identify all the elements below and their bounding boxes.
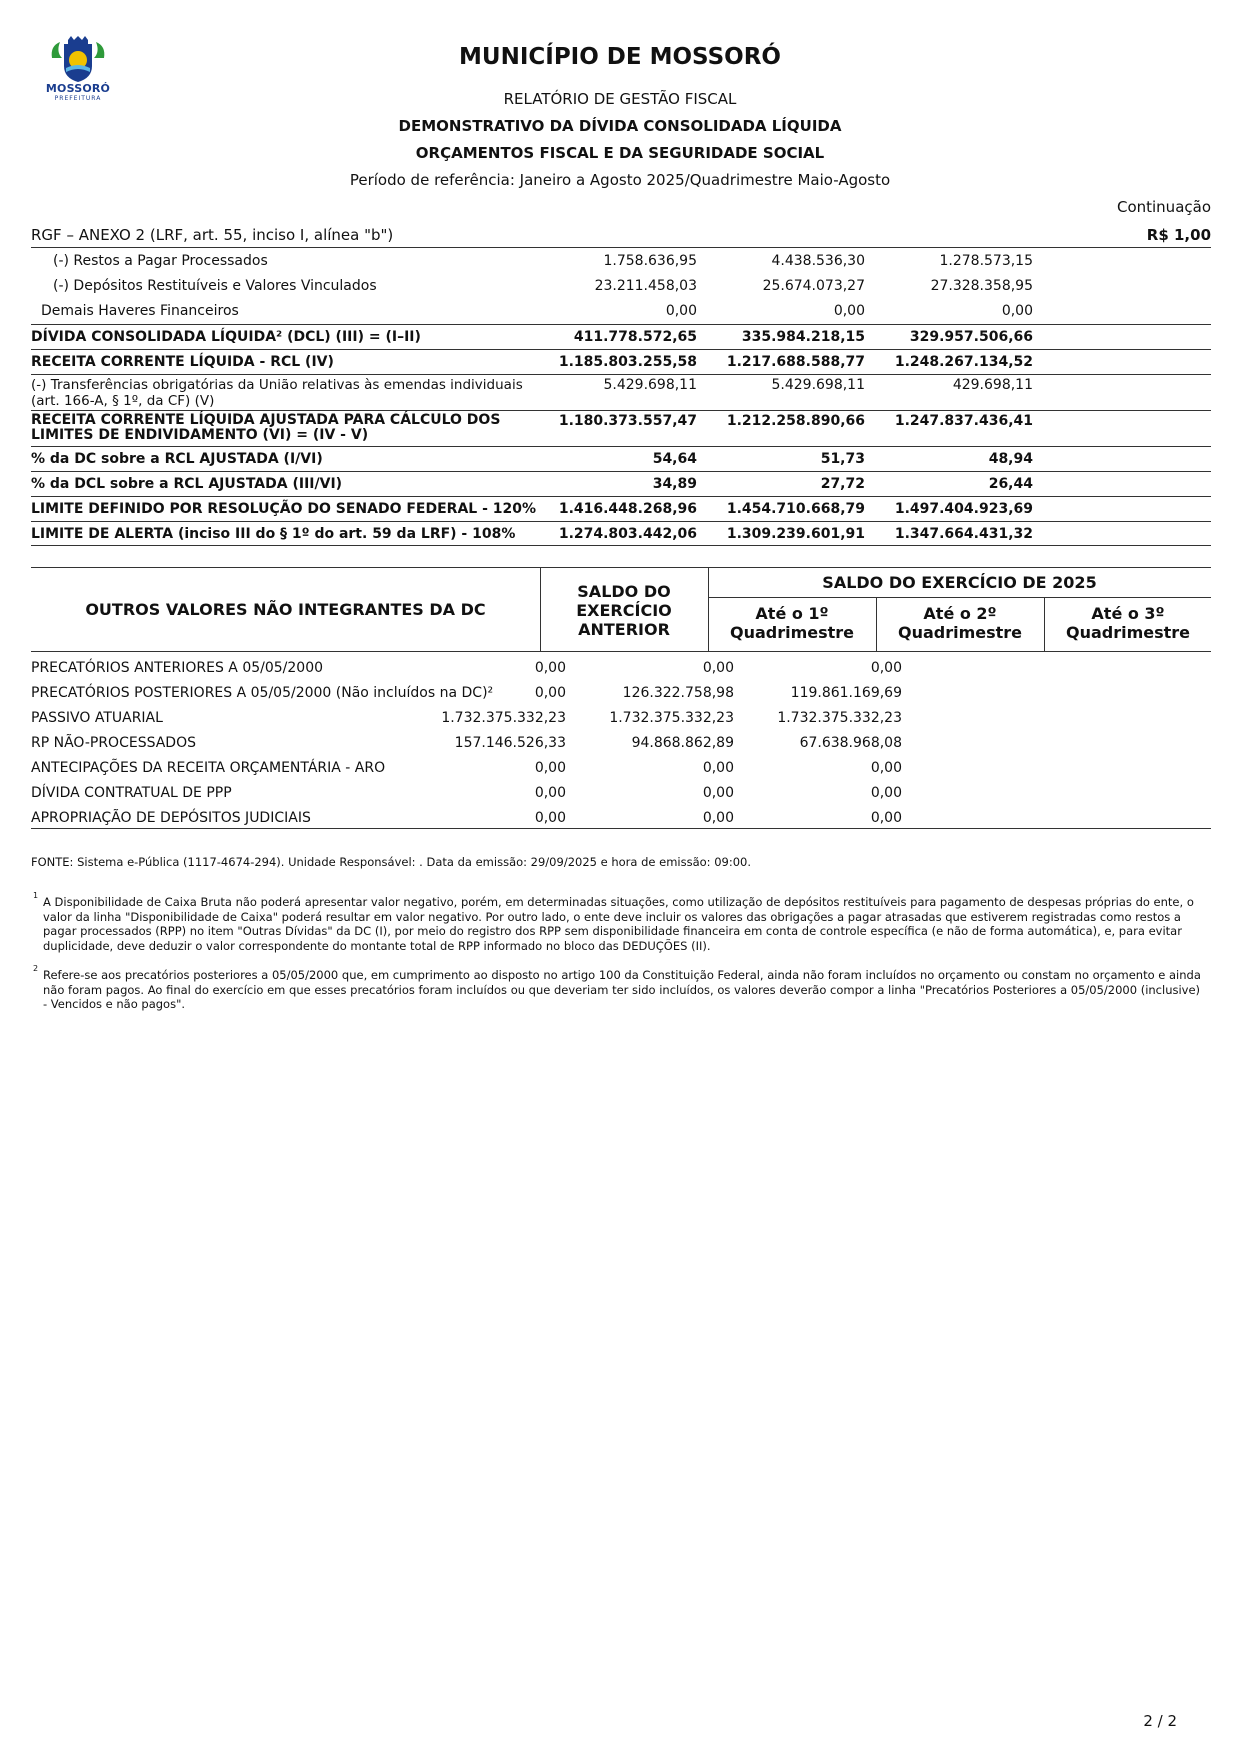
cell-value: 0,00	[534, 810, 566, 826]
cell-value: 1.732.375.332,23	[777, 710, 902, 726]
cell-value: 0,00	[702, 660, 734, 676]
cell-value: 0,00	[702, 785, 734, 801]
cell-value: 1.732.375.332,23	[441, 710, 566, 726]
cell-value: 429.698,11	[877, 374, 1045, 410]
table-row	[31, 760, 1211, 785]
cell-value: 0,00	[534, 760, 566, 776]
table2-bottom-divider	[31, 828, 1211, 829]
row-label: DÍVIDA CONTRATUAL DE PPP	[31, 785, 232, 801]
table-row	[31, 685, 1211, 710]
cell-value: 1.309.239.601,91	[709, 521, 877, 546]
table-row	[31, 785, 1211, 810]
cell-value: 1.247.837.436,41	[877, 410, 1045, 446]
cell-value: 34,89	[541, 471, 709, 496]
cell-value: 119.861.169,69	[790, 685, 902, 701]
cell-value: 1.212.258.890,66	[709, 410, 877, 446]
row-label: RP NÃO-PROCESSADOS	[31, 735, 196, 751]
cell-value: 1.758.636,95	[603, 253, 697, 269]
row-label: LIMITE DE ALERTA (inciso III do § 1º do art. 59 da LRF) - 108%	[31, 521, 541, 546]
cell-value: 1.497.404.923,69	[877, 496, 1045, 521]
cell-value: 411.778.572,65	[541, 324, 709, 349]
table2-header-q3: Até o 3º Quadrimestre	[1065, 604, 1191, 642]
footnote-text: A Disponibilidade de Caixa Bruta não poderá apresentar valor negativo, porém, em determinadas situações, como utilização de depósitos restituíveis para pagamento de despesas próprias do ente, o valor da linha "Disponibilidade de Caixa" poderá resultar em valor negativo. Por outro lado, o ente deve incluir os valores das obrigações a pagar atrasadas que estiverem registradas como restos a pagar processados (RPP) no item "Outras Dívidas" da DC (I), por meio do registro dos RPP sem disponibilidade financeira em conta de controle específica (e não de forma automática), e, para evitar duplicidade, deve deduzir o valor correspondente do montante total de RPP informado no bloco das DEDUÇÕES (II).	[43, 895, 1194, 953]
row-label: % da DCL sobre a RCL AJUSTADA (III/VI)	[31, 471, 541, 496]
footnote-text: Refere-se aos precatórios posteriores a 05/05/2000 que, em cumprimento ao disposto no artigo 100 da Constituição Federal, ainda não foram incluídos no orçamento ou constam no orçamento e ainda não foram pagos. Ao final do exercício em que esses precatórios foram incluídos ou que deveriam ter sido incluídos, os valores deverão compor a linha "Precatórios Posteriores a 05/05/2000 (inclusive) - Vencidos e não pagos".	[43, 968, 1201, 1011]
cell-value: 5.429.698,11	[709, 374, 877, 410]
cell-value: 94.868.862,89	[631, 735, 734, 751]
table2-top-divider	[31, 567, 1211, 568]
page-title: MUNICÍPIO DE MOSSORÓ	[459, 44, 781, 70]
cell-value: 67.638.968,08	[799, 735, 902, 751]
table-row	[31, 735, 1211, 760]
row-label: PASSIVO ATUARIAL	[31, 710, 163, 726]
table-row	[31, 410, 1211, 446]
cell-value: 0,00	[870, 785, 902, 801]
table-row	[31, 710, 1211, 735]
table-bottom-divider	[31, 545, 1211, 546]
cell-value: 0,00	[665, 303, 697, 319]
cell-value: 51,73	[709, 446, 877, 471]
row-label: RECEITA CORRENTE LÍQUIDA AJUSTADA PARA CÁLCULO DOS LIMITES DE ENDIVIDAMENTO (VI) = (IV - V)	[31, 410, 541, 446]
table-row	[31, 521, 1211, 546]
cell-value: 25.674.073,27	[762, 278, 865, 294]
cell-value: 0,00	[534, 660, 566, 676]
cell-value: 1.180.373.557,47	[541, 410, 709, 446]
row-label: RECEITA CORRENTE LÍQUIDA - RCL (IV)	[31, 349, 541, 374]
cell-value: 0,00	[702, 760, 734, 776]
row-label: (-) Depósitos Restituíveis e Valores Vinculados	[53, 278, 377, 294]
cell-value: 0,00	[534, 685, 566, 701]
table2-header-q1: Até o 1º Quadrimestre	[729, 604, 855, 642]
cell-value: 0,00	[870, 660, 902, 676]
debt-table	[31, 249, 1211, 546]
cell-value: 54,64	[541, 446, 709, 471]
footnote-mark: 2	[33, 964, 39, 973]
source-note: FONTE: Sistema e-Pública (1117-4674-294). Unidade Responsável: . Data da emissão: 29/09/2025 e hora de emissão: 09:00.	[31, 855, 751, 869]
table2-header-group: SALDO DO EXERCÍCIO DE 2025	[822, 573, 1097, 592]
cell-value: 329.957.506,66	[877, 324, 1045, 349]
table-row	[31, 324, 1211, 349]
cell-value: 1.454.710.668,79	[709, 496, 877, 521]
table-row	[31, 374, 1211, 410]
cell-value: 1.347.664.431,32	[877, 521, 1045, 546]
cell-value: 27,72	[709, 471, 877, 496]
table2-header-prev-balance: SALDO DO EXERCÍCIO ANTERIOR	[576, 582, 672, 639]
cell-value: 1.278.573,15	[939, 253, 1033, 269]
cell-value: 335.984.218,15	[709, 324, 877, 349]
logo-subtitle: PREFEITURA	[54, 95, 102, 102]
row-label: DÍVIDA CONSOLIDADA LÍQUIDA² (DCL) (III) = (I–II)	[31, 324, 541, 349]
cell-value: 1.185.803.255,58	[541, 349, 709, 374]
logo-wordmark: MOSSORÓ	[45, 82, 111, 95]
table-row	[31, 249, 1211, 274]
cell-value: 1.732.375.332,23	[609, 710, 734, 726]
table-row	[31, 660, 1211, 685]
report-type: RELATÓRIO DE GESTÃO FISCAL	[503, 90, 737, 108]
cell-value: 26,44	[877, 471, 1045, 496]
row-label: ANTECIPAÇÕES DA RECEITA ORÇAMENTÁRIA - ARO	[31, 760, 386, 776]
report-name: DEMONSTRATIVO DA DÍVIDA CONSOLIDADA LÍQUIDA	[398, 117, 842, 135]
row-label: % da DC sobre a RCL AJUSTADA (I/VI)	[31, 446, 541, 471]
report-scope: ORÇAMENTOS FISCAL E DA SEGURIDADE SOCIAL	[415, 144, 825, 162]
table-row	[31, 810, 1211, 835]
cell-value: 0,00	[833, 303, 865, 319]
table2-header-divider	[31, 651, 1211, 652]
table-row	[31, 299, 1211, 324]
row-label: Demais Haveres Financeiros	[41, 303, 239, 319]
cell-value: 0,00	[534, 785, 566, 801]
cell-value: 0,00	[702, 810, 734, 826]
table-row	[31, 496, 1211, 521]
cell-value: 0,00	[870, 760, 902, 776]
row-label: PRECATÓRIOS POSTERIORES A 05/05/2000 (Não incluídos na DC)²	[31, 685, 494, 701]
table2-col-divider	[876, 597, 877, 651]
table-row	[31, 471, 1211, 496]
row-label: PRECATÓRIOS ANTERIORES A 05/05/2000	[31, 660, 324, 676]
cell-value: 1.248.267.134,52	[877, 349, 1045, 374]
row-label: (-) Restos a Pagar Processados	[53, 253, 268, 269]
row-label: APROPRIAÇÃO DE DEPÓSITOS JUDICIAIS	[31, 810, 311, 826]
footnote	[31, 964, 1201, 1012]
currency-unit: R$ 1,00	[1146, 226, 1211, 244]
cell-value: 4.438.536,30	[771, 253, 865, 269]
row-label: LIMITE DEFINIDO POR RESOLUÇÃO DO SENADO FEDERAL - 120%	[31, 496, 541, 521]
cell-value: 1.274.803.442,06	[541, 521, 709, 546]
row-label: (-) Transferências obrigatórias da União relativas às emendas individuais (art. 166-A, § 1º, da CF) (V)	[31, 374, 541, 410]
continuation-label: Continuação	[1116, 198, 1211, 216]
cell-value: 0,00	[870, 810, 902, 826]
table-row	[31, 446, 1211, 471]
table-top-divider	[31, 247, 1211, 248]
cell-value: 0,00	[1001, 303, 1033, 319]
table-row	[31, 349, 1211, 374]
table2-col-divider	[1044, 597, 1045, 651]
page-number: 2 / 2	[1143, 1712, 1177, 1730]
table2-group-divider	[708, 597, 1211, 598]
annex-label: RGF – ANEXO 2 (LRF, art. 55, inciso I, alínea "b")	[31, 226, 394, 244]
cell-value: 23.211.458,03	[594, 278, 697, 294]
cell-value: 48,94	[877, 446, 1045, 471]
cell-value: 1.416.448.268,96	[541, 496, 709, 521]
table2-header-q2: Até o 2º Quadrimestre	[897, 604, 1023, 642]
table-row	[31, 274, 1211, 299]
cell-value: 1.217.688.588,77	[709, 349, 877, 374]
footnote	[31, 891, 1201, 953]
cell-value: 157.146.526,33	[454, 735, 566, 751]
table2-header-label: OUTROS VALORES NÃO INTEGRANTES DA DC	[85, 600, 486, 619]
cell-value: 126.322.758,98	[622, 685, 734, 701]
footnote-mark: 1	[33, 891, 39, 900]
table2-col-divider	[540, 567, 541, 651]
cell-value: 27.328.358,95	[930, 278, 1033, 294]
cell-value: 5.429.698,11	[541, 374, 709, 410]
reference-period: Período de referência: Janeiro a Agosto 2025/Quadrimestre Maio-Agosto	[349, 171, 891, 189]
